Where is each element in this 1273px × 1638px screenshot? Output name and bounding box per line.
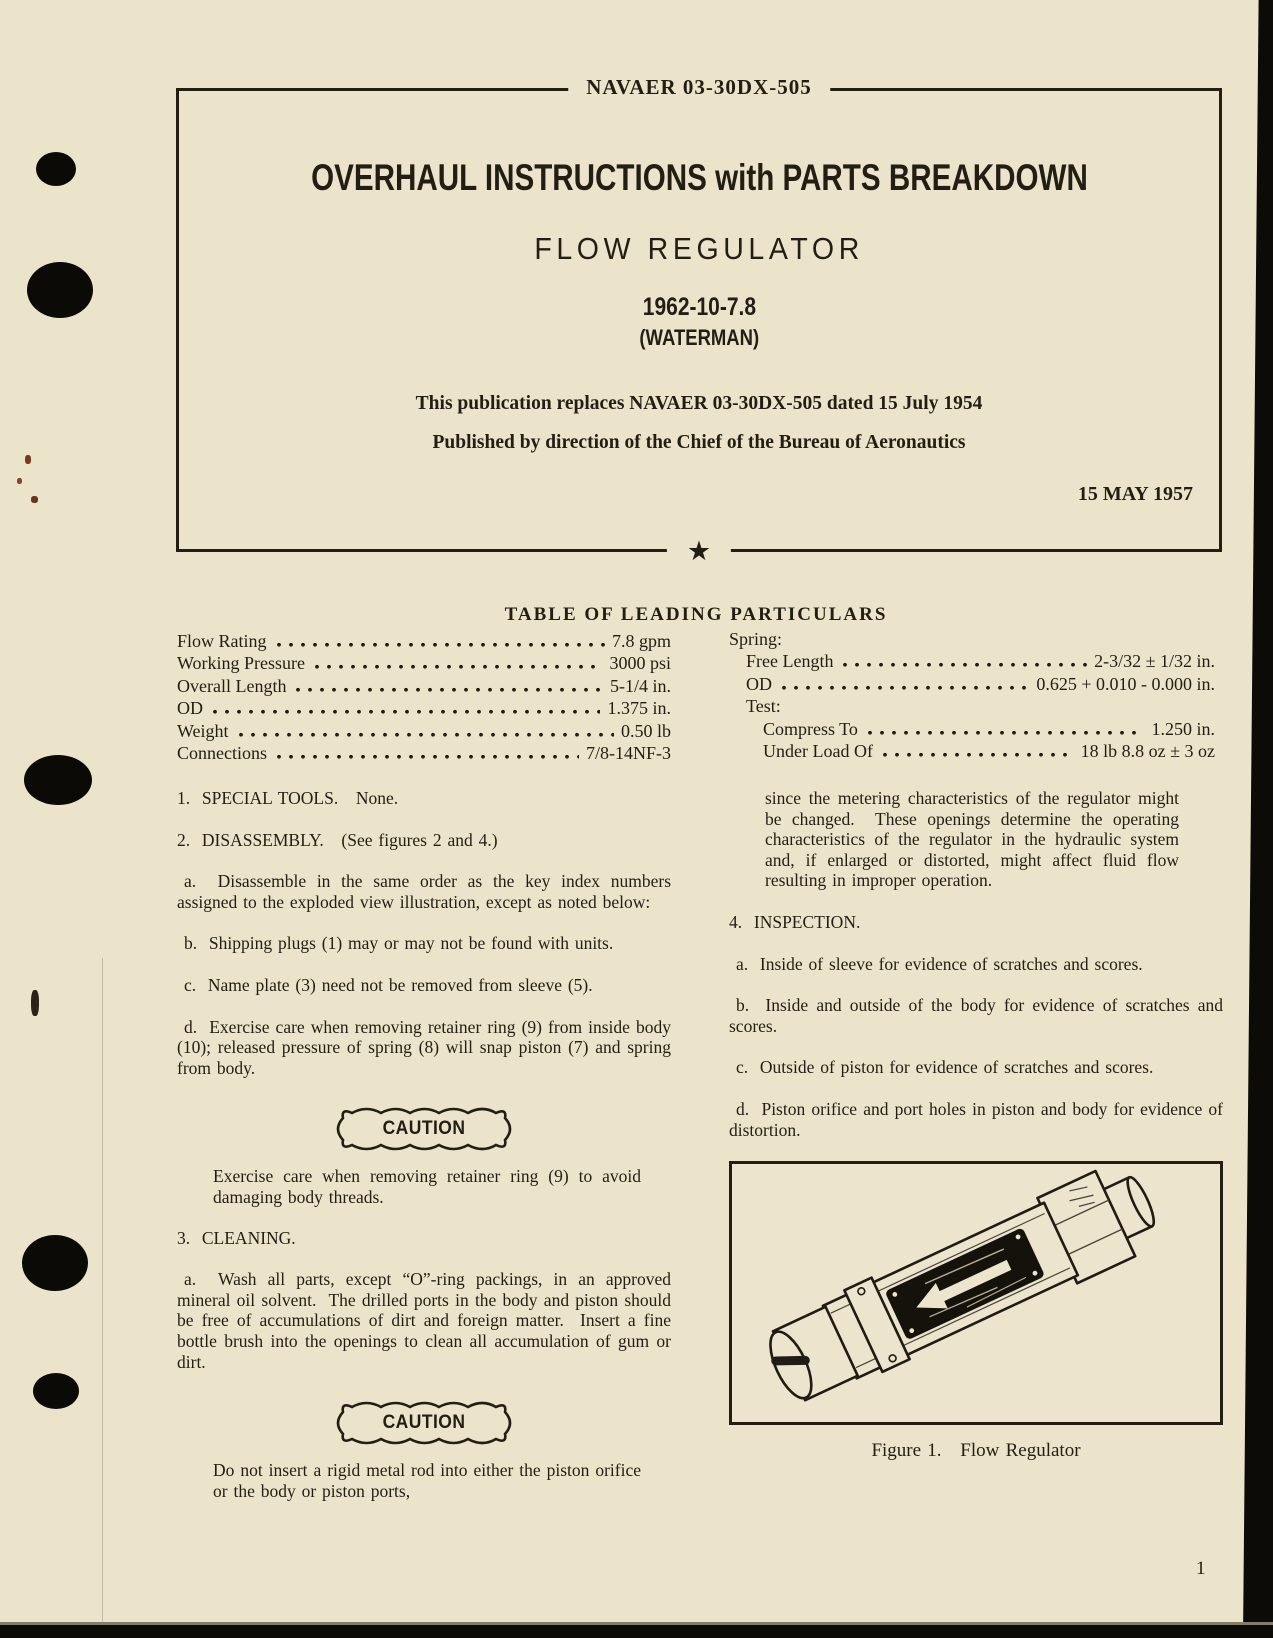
title-box (176, 75, 1222, 566)
ink-speck (25, 455, 31, 464)
page-crease-line (102, 958, 103, 1630)
model-number: 1962-10-7.8 (642, 293, 756, 321)
section-heading-inspection: 4. INSPECTION. (729, 911, 861, 932)
paragraph-2d: d. Exercise care when removing retainer ring (9) from inside body (10); released pressure of spring (8) will snap piston (7) and spring from body. (177, 1016, 677, 1078)
body-column-left (177, 788, 677, 1521)
particulars-table-right (729, 628, 1215, 762)
body-column-right (729, 788, 1229, 1462)
table-row: Working Pressure 3000 psi (177, 653, 671, 674)
caution-continuation-text: since the metering characteristics of the regulator might be changed. These openings determine the operating characteristics of the regulator in the hydraulic system and, if enlarged or distorted, might affect fluid flow resulting in improper operation. (765, 788, 1185, 891)
scan-edge-right (1243, 0, 1273, 1638)
paragraph-4d: d. Piston orifice and port holes in piston and body for evidence of distortion. (729, 1098, 1229, 1140)
table-row: Overall Length 5-1/4 in. (177, 675, 671, 696)
dot-leader (274, 742, 579, 764)
figure-1-caption: Figure 1. Flow Regulator (871, 1440, 1081, 1462)
caution-label: CAUTION (382, 1411, 466, 1433)
dot-leader (865, 718, 1145, 740)
paragraph-2b: b. Shipping plugs (1) may or may not be found with units. (184, 933, 614, 954)
figure-1-frame (729, 1161, 1223, 1425)
dot-leader (236, 720, 614, 742)
dot-leader (840, 650, 1087, 672)
table-row: Connections 7/8-14NF-3 (177, 743, 671, 764)
caution-label: CAUTION (382, 1118, 466, 1140)
dot-leader (779, 673, 1029, 695)
caution-badge (335, 1398, 513, 1448)
dot-leader (210, 697, 600, 719)
hole-punch-dot (24, 755, 92, 805)
hole-punch-dot (27, 262, 93, 318)
star-icon: ★ (667, 531, 731, 571)
dot-leader (293, 675, 603, 697)
table-row: Free Length 2-3/32 ± 1/32 in. (746, 651, 1215, 672)
section-heading-disassembly: 2. DISASSEMBLY. (See figures 2 and 4.) (177, 829, 498, 850)
paragraph-4a: a. Inside of sleeve for evidence of scratches and scores. (736, 953, 1143, 974)
paragraph-2c: c. Name plate (3) need not be removed from sleeve (5). (184, 974, 593, 995)
hole-punch-dot (36, 152, 76, 186)
replaces-line: This publication replaces NAVAER 03-30DX-505 dated 15 July 1954 (415, 393, 983, 414)
document-number: NAVAER 03-30DX-505 (568, 75, 830, 100)
manufacturer-name: (WATERMAN) (639, 325, 759, 350)
table-row: Spring: (729, 629, 783, 649)
table-row: Weight 0.50 lb (177, 720, 671, 741)
equipment-title: FLOW REGULATOR (534, 231, 864, 266)
caution-text-2: Do not insert a rigid metal rod into either the piston orifice or the body or piston ports, (213, 1460, 647, 1501)
particulars-table-left (177, 630, 671, 764)
scan-edge-bottom (0, 1622, 1273, 1638)
table-row: Flow Rating 7.8 gpm (177, 631, 671, 651)
authority-line: Published by direction of the Chief of the Bureau of Aeronautics (432, 432, 966, 453)
table-row: Test: (746, 696, 781, 717)
paragraph-2a: a. Disassemble in the same order as the key index numbers assigned to the exploded view illustration, except as noted below: (177, 871, 677, 912)
table-row: OD 0.625 + 0.010 - 0.000 in. (746, 673, 1215, 694)
caution-badge (335, 1104, 513, 1154)
paragraph-4b: b. Inside and outside of the body for evidence of scratches and scores. (729, 995, 1229, 1036)
ink-smudge (31, 990, 39, 1016)
section-heading-special-tools: 1. SPECIAL TOOLS. None. (177, 788, 399, 808)
caution-text-1: Exercise care when removing retainer ring (9) to avoid damaging body threads. (213, 1166, 647, 1207)
table-row: Under Load Of 18 lb 8.8 oz ± 3 oz (763, 741, 1215, 762)
flow-regulator-illustration (732, 1164, 1220, 1422)
hole-punch-dot (33, 1373, 79, 1409)
table-row: Compress To 1.250 in. (763, 718, 1215, 739)
dot-leader (880, 740, 1074, 762)
hole-punch-dot (22, 1235, 88, 1291)
table-row: OD 1.375 in. (177, 698, 671, 719)
dot-leader (312, 652, 602, 674)
dot-leader (274, 630, 605, 652)
particulars-heading: TABLE OF LEADING PARTICULARS (504, 604, 888, 625)
ink-speck (31, 496, 38, 503)
main-title: OVERHAUL INSTRUCTIONS with PARTS BREAKDOWN (310, 157, 1088, 198)
section-heading-cleaning: 3. CLEANING. (177, 1227, 296, 1248)
paragraph-3a: a. Wash all parts, except “O”-ring packings, in an approved mineral oil solvent. The drilled ports in the body and piston should be free of accumulations of dirt and foreign matter. Insert a fine bottle brush into the openings to clean all accumulation of gum or dirt. (177, 1269, 677, 1372)
publication-date: 15 MAY 1957 (1077, 483, 1193, 505)
ink-speck (17, 478, 22, 484)
page-number: 1 (1196, 1558, 1206, 1579)
paragraph-4c: c. Outside of piston for evidence of scratches and scores. (736, 1057, 1154, 1078)
